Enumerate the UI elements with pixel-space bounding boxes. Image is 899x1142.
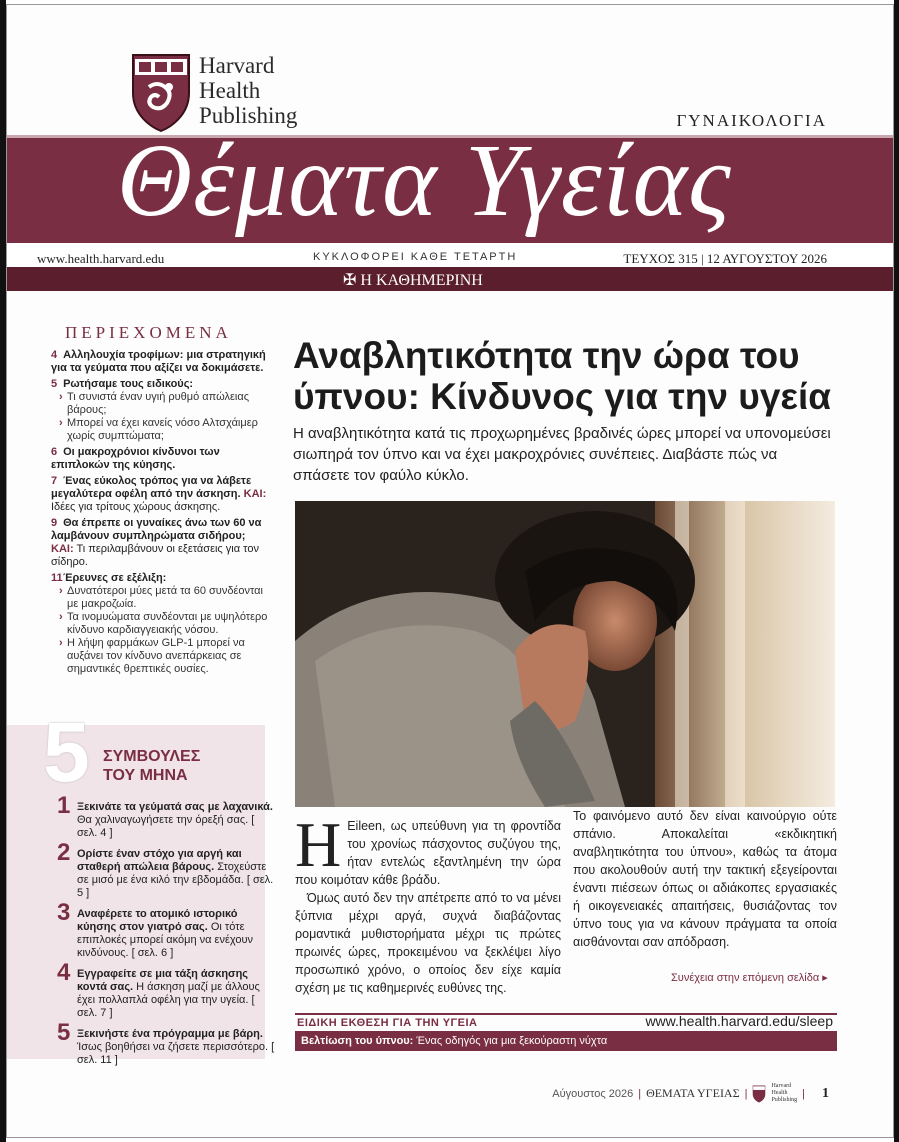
toc-page-number: 9 bbox=[51, 517, 58, 529]
tip-number: 1 bbox=[57, 792, 71, 819]
tips-big-number: 5 bbox=[43, 705, 90, 799]
page-number: 1 bbox=[822, 1085, 829, 1101]
tip-item bbox=[57, 839, 275, 900]
kathimerini-icon: ✠ bbox=[343, 272, 361, 289]
tip-body: Στοχεύστε σε μισό με ένα κιλό την εβδομάδα. [ σελ. 5 ] bbox=[77, 861, 274, 899]
toc-item[interactable] bbox=[51, 378, 271, 443]
toc-subitem: › Τι συνιστά έναν υγιή ρυθμό απώλειας βάρους; bbox=[51, 391, 271, 417]
tip-heading: Ορίστε έναν στόχο για αργή και σταθερή απώλεια βάρους. bbox=[77, 848, 242, 873]
toc-page-number: 7 bbox=[51, 475, 58, 487]
toc-heading: Ένας εύκολος τρόπος για να λάβετε μεγαλύτερα οφέλη από την άσκηση. bbox=[51, 475, 252, 500]
toc-subitem: › Μπορεί να έχει κανείς νόσο Αλτσχάιμερ χωρίς συμπτώματα; bbox=[51, 417, 271, 443]
tip-item bbox=[57, 959, 275, 1020]
tips-title-line1: ΣΥΜΒΟΥΛΕΣ bbox=[103, 748, 201, 765]
toc-subitem: › Τα ινομυώματα συνδέονται με υψηλότερο κίνδυνο καρδιαγγειακής νόσου. bbox=[51, 611, 271, 637]
tip-heading: Ξεκινάτε τα γεύματά σας με λαχανικά. bbox=[77, 801, 273, 813]
toc-also-label: ΚΑΙ: bbox=[51, 543, 74, 555]
tip-number: 5 bbox=[57, 1019, 71, 1046]
newspaper-name bbox=[343, 270, 483, 290]
article-paragraph: Όμως αυτό δεν την απέτρεπε από το να μένει ξύπνια μέχρι αργά, συχνά διαβάζοντας ρομαντικά μυθιστορήματα μέχρι τις πρώτες πρωινές ώρες, προκειμένου να ξεκλέψει λίγο προσωπικό χρόνο, ο οποίος δεν είχε καμία σχέση με τις καθημερινές ευθύνες της. bbox=[295, 891, 561, 995]
footer-logo-line-2: Health bbox=[771, 1090, 788, 1096]
tips-title bbox=[103, 747, 200, 785]
footer-logo-line-1: Harvard bbox=[771, 1083, 792, 1089]
report-bar-bold: Βελτίωση του ύπνου: bbox=[301, 1035, 414, 1047]
toc-tail: Ιδέες για τρίτους χώρους άσκησης. bbox=[51, 501, 221, 513]
tip-number: 4 bbox=[57, 959, 71, 986]
toc-item[interactable] bbox=[51, 475, 271, 514]
article-dek: Η αναβλητικότητα κατά τις προχωρημένες βραδινές ώρες μπορεί να υπονομεύσει σιωπηρά τον ύπνο και να έχει μακροχρόνιες συνέπειες. Διαβάστε πώς να σπάσετε τον φαύλο κύκλο. bbox=[293, 425, 831, 484]
tips-list bbox=[57, 792, 275, 1075]
toc-item[interactable] bbox=[51, 517, 271, 569]
tip-body: Θα χαλιναγωγήσετε την όρεξή σας. [ σελ. 4 ] bbox=[77, 814, 255, 839]
report-bar-text bbox=[301, 1035, 607, 1047]
tip-item bbox=[57, 792, 275, 840]
logo-line-3: Publishing bbox=[199, 103, 298, 128]
harvard-shield-icon bbox=[131, 53, 191, 133]
toc-item[interactable] bbox=[51, 349, 271, 375]
toc-page-number: 11 bbox=[51, 572, 63, 584]
toc-heading: Θα έπρεπε οι γυναίκες άνω των 60 να λαμβάνουν συμπληρώματα σιδήρου; bbox=[51, 517, 262, 542]
toc-page-number: 4 bbox=[51, 349, 58, 361]
drop-cap: Η bbox=[295, 809, 342, 880]
masthead-title: Θέματα Υγείας bbox=[117, 123, 732, 238]
article-column-2 bbox=[573, 807, 837, 951]
table-of-contents bbox=[51, 349, 271, 679]
footer-separator: | bbox=[802, 1087, 805, 1100]
toc-item[interactable] bbox=[51, 446, 271, 472]
toc-page-number: 6 bbox=[51, 446, 58, 458]
website-url[interactable]: www.health.harvard.edu bbox=[37, 251, 165, 266]
special-report-label: ΕΙΔΙΚΗ ΕΚΘΕΣΗ ΓΙΑ ΤΗΝ ΥΓΕΙΑ bbox=[297, 1017, 478, 1029]
article-column-1 bbox=[295, 809, 561, 997]
report-url[interactable]: www.health.harvard.edu/sleep bbox=[645, 1013, 833, 1029]
tip-body: Η άσκηση μαζί με άλλους έχει πολλαπλά οφέλη για την υγεία. [ σελ. 7 ] bbox=[77, 981, 260, 1019]
logo-line-2: Health bbox=[199, 78, 261, 103]
newspaper-name-text: Η ΚΑΘΗΜΕΡΙΝΗ bbox=[360, 272, 483, 289]
toc-title: ΠΕΡΙΕΧΟΜΕΝΑ bbox=[65, 323, 232, 342]
harvard-shield-icon bbox=[752, 1085, 766, 1103]
tips-title-line2: ΤΟΥ ΜΗΝΑ bbox=[103, 767, 188, 784]
publication-day: ΚΥΚΛΟΦΟΡΕΙ ΚΑΘΕ ΤΕΤΑΡΤΗ bbox=[313, 251, 518, 263]
article-headline: Αναβλητικότητα την ώρα του ύπνου: Κίνδυνος για την υγεία bbox=[293, 335, 831, 417]
footer-publication: ΘΕΜΑΤΑ ΥΓΕΙΑΣ bbox=[646, 1086, 740, 1100]
footer-logo-text bbox=[771, 1083, 797, 1104]
toc-item[interactable] bbox=[51, 572, 271, 676]
toc-subitem: › Η λήψη φαρμάκων GLP-1 μπορεί να αυξάνει τον κίνδυνο ανεπάρκειας σε σημαντικές θρεπτικές ουσίες. bbox=[51, 637, 271, 676]
newsletter-page bbox=[6, 4, 894, 1138]
footer-logo-line-3: Publishing bbox=[771, 1097, 798, 1103]
tip-heading: Ξεκινήστε ένα πρόγραμμα με βάρη. bbox=[77, 1028, 263, 1040]
woman-at-window-image bbox=[295, 501, 835, 807]
tip-body: Οι τότε επιπλοκές μπορεί ακόμη να ενέχουν κινδύνους. [ σελ. 6 ] bbox=[77, 921, 253, 959]
section-label: ΓΥΝΑΙΚΟΛΟΓΙΑ bbox=[676, 111, 827, 130]
issue-info: ΤΕΥΧΟΣ 315 | 12 ΑΥΓΟΥΣΤΟΥ 2026 bbox=[623, 251, 827, 266]
paragraph-text: Eileen, ως υπεύθυνη για τη φροντίδα του χρονίως πάσχοντος συζύγου της, ήταν εντελώς εξαντλημένη την ώρα που κοιμόταν κάθε βράδυ. bbox=[295, 819, 561, 887]
scan-edge-right bbox=[894, 0, 899, 1142]
tip-heading: Αναφέρετε το ατομικό ιστορικό κύησης στον γιατρό σας. bbox=[77, 908, 238, 933]
footer-separator: | bbox=[638, 1087, 642, 1100]
footer-separator: | bbox=[744, 1087, 748, 1100]
tip-item bbox=[57, 899, 275, 960]
tip-body: Ίσως βοηθήσει να ζήσετε περισσότερο. [ σελ. 11 ] bbox=[77, 1041, 275, 1066]
article-photo bbox=[295, 501, 835, 807]
article-paragraph: Το φαινόμενο αυτό δεν είναι καινούργιο ούτε σπάνιο. Αποκαλείται «εκδικητική αναβλητικότητα του ύπνου», καθώς τα άτομα που ακολουθούν αυτή την τακτική εξεγείρονται έναντι πιέσεων όπως οι αδιάκοπες εργασιακές ή οικογενειακές απαιτήσεις, θυσιάζοντας τον ύπνο τους για να κάνουν πράγματα τα οποία αισθάνονται σαν απόδραση. bbox=[573, 809, 837, 949]
toc-heading: Έρευνες σε εξέλιξη: bbox=[63, 572, 167, 584]
tip-item bbox=[57, 1019, 275, 1067]
footer-date: Αύγουστος 2026 bbox=[552, 1087, 634, 1100]
article-paragraph bbox=[295, 809, 561, 889]
toc-subitem: › Δυνατότεροι μύες μετά τα 60 συνδέονται με μακροζωία. bbox=[51, 585, 271, 611]
toc-tail: Τι περιλαμβάνουν οι εξετάσεις για τον σίδηρο. bbox=[51, 543, 259, 568]
continued-link[interactable]: Συνέχεια στην επόμενη σελίδα ▸ bbox=[671, 972, 828, 984]
harvard-health-logo bbox=[131, 53, 297, 133]
report-bar-desc: Ένας οδηγός για μια ξεκούραστη νύχτα bbox=[416, 1035, 608, 1047]
logo-line-1: Harvard bbox=[199, 53, 275, 78]
page-footer bbox=[552, 1083, 829, 1104]
tip-number: 2 bbox=[57, 839, 71, 866]
toc-also-label: ΚΑΙ: bbox=[243, 488, 267, 500]
toc-heading: Ρωτήσαμε τους ειδικούς: bbox=[63, 378, 194, 390]
tip-heading: Εγγραφείτε σε μια τάξη άσκησης κοντά σας. bbox=[77, 968, 249, 993]
tip-number: 3 bbox=[57, 899, 71, 926]
toc-heading: Οι μακροχρόνιοι κίνδυνοι των επιπλοκών της κύησης. bbox=[51, 446, 220, 471]
toc-heading: Αλληλουχία τροφίμων: μια στρατηγική για τα γεύματα που αξίζει να δοκιμάσετε. bbox=[51, 349, 266, 374]
toc-page-number: 5 bbox=[51, 378, 58, 390]
